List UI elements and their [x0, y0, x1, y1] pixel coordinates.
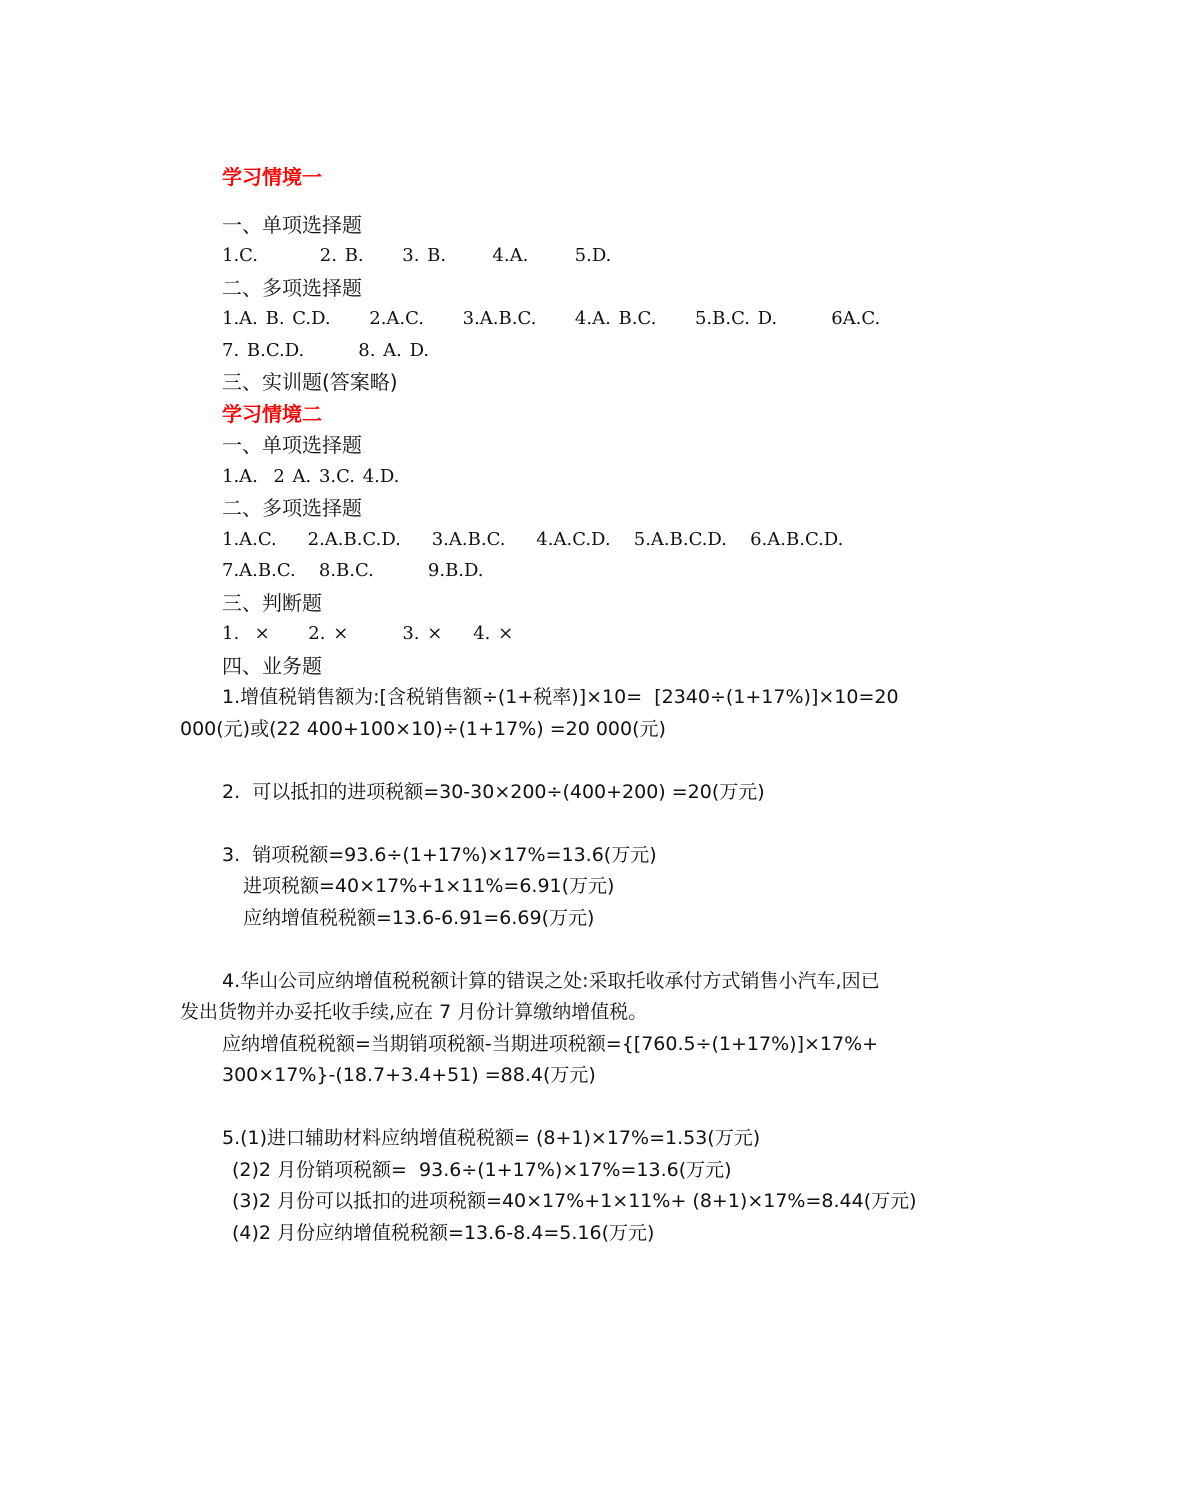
business-q3-line1: 3. 销项税额=93.6÷(1+17%)×17%=13.6(万元) [222, 844, 657, 866]
s2-single-choice-answers: 1.A. 2 A. 3.C. 4.D. [222, 466, 400, 487]
s1-practice-heading: 三、实训题(答案略) [222, 370, 398, 394]
s2-true-false-answers: 1. × 2. × 3. × 4. × [222, 623, 514, 644]
business-q5-line3: (3)2 月份可以抵扣的进项税额=40×17%+1×11%+ (8+1)×17%=8.44(万元) [232, 1190, 917, 1212]
business-q5-line2: (2)2 月份销项税额= 93.6÷(1+17%)×17%=13.6(万元) [232, 1159, 732, 1181]
business-q5-line1: 5.(1)进口辅助材料应纳增值税税额= (8+1)×17%=1.53(万元) [222, 1127, 761, 1149]
business-q1-line2: 000(元)或(22 400+100×10)÷(1+17%) =20 000(元) [180, 718, 666, 740]
s1-multi-choice-answers-line2: 7. B.C.D. 8. A. D. [222, 340, 430, 361]
s2-business-heading: 四、业务题 [222, 654, 322, 678]
business-q4-line2: 发出货物并办妥托收手续,应在 7 月份计算缴纳增值税。 [180, 1001, 648, 1023]
s2-true-false-heading: 三、判断题 [222, 591, 322, 615]
s1-single-choice-heading: 一、单项选择题 [222, 213, 362, 237]
business-q1-line1: 1.增值税销售额为:[含税销售额÷(1+税率)]×10= [2340÷(1+17%)]×10=20 [222, 686, 899, 708]
business-q3-line2: 进项税额=40×17%+1×11%=6.91(万元) [243, 875, 615, 897]
business-q3-line3: 应纳增值税税额=13.6-6.91=6.69(万元) [243, 907, 595, 929]
business-q4-line3: 应纳增值税税额=当期销项税额-当期进项税额={[760.5÷(1+17%)]×17%+ [222, 1033, 879, 1055]
business-q4-line4: 300×17%}-(18.7+3.4+51) =88.4(万元) [222, 1064, 596, 1086]
s2-single-choice-heading: 一、单项选择题 [222, 433, 362, 457]
s1-single-choice-answers: 1.C. 2. B. 3. B. 4.A. 5.D. [222, 245, 612, 266]
s1-multi-choice-heading: 二、多项选择题 [222, 276, 362, 300]
situation-two-title: 学习情境二 [222, 402, 322, 426]
situation-one-title: 学习情境一 [222, 165, 322, 189]
business-q4-line1: 4.华山公司应纳增值税税额计算的错误之处:采取托收承付方式销售小汽车,因已 [222, 970, 880, 992]
business-q5-line4: (4)2 月份应纳增值税税额=13.6-8.4=5.16(万元) [232, 1222, 655, 1244]
s1-multi-choice-answers-line1: 1.A. B. C.D. 2.A.C. 3.A.B.C. 4.A. B.C. 5.B.C. D. 6A.C. [222, 308, 881, 329]
business-q2: 2. 可以抵扣的进项税额=30-30×200÷(400+200) =20(万元) [222, 781, 765, 803]
s2-multi-choice-answers-line1: 1.A.C. 2.A.B.C.D. 3.A.B.C. 4.A.C.D. 5.A.B.C.D. 6.A.B.C.D. [222, 529, 844, 550]
s2-multi-choice-heading: 二、多项选择题 [222, 496, 362, 520]
s2-multi-choice-answers-line2: 7.A.B.C. 8.B.C. 9.B.D. [222, 560, 484, 581]
